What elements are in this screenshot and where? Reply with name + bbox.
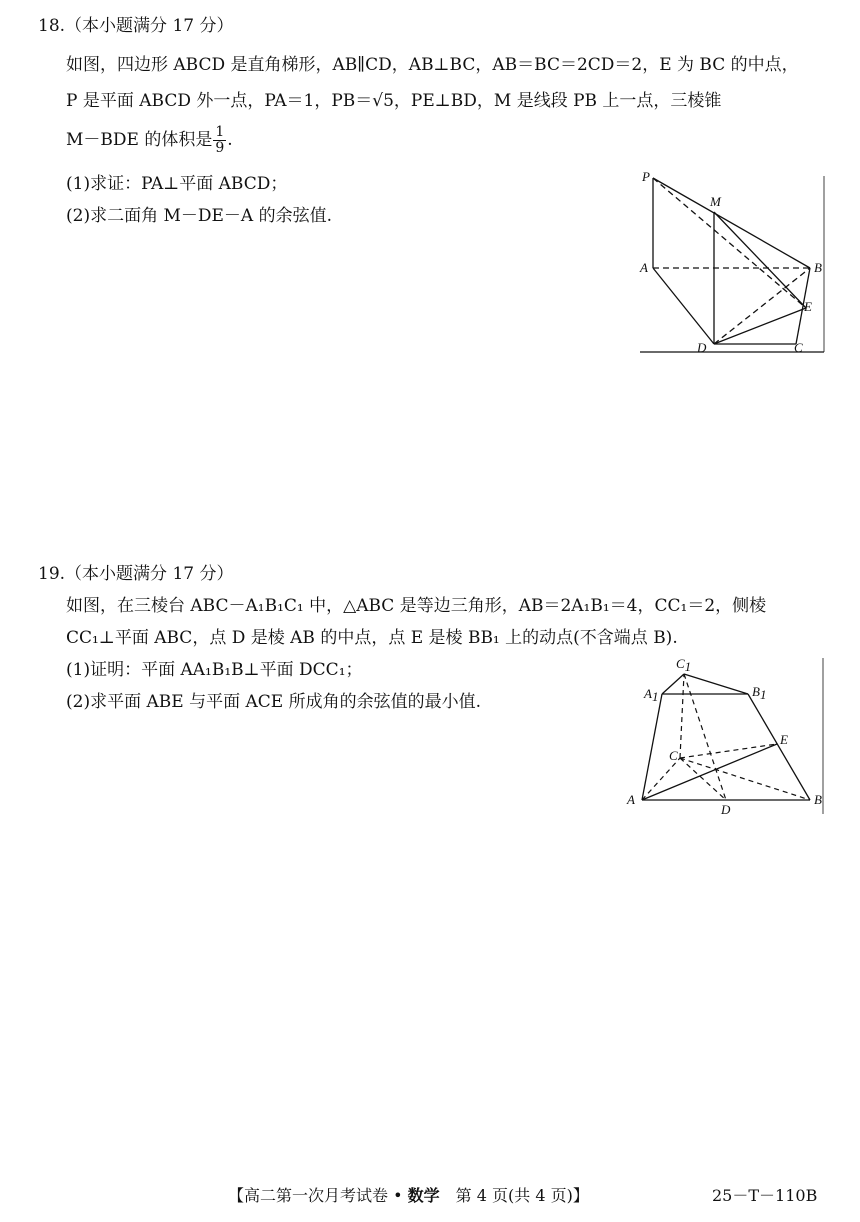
q18-line1: 如图，四边形 ABCD 是直角梯形，AB∥CD，AB⊥BC，AB＝BC＝2CD＝2，E 为 BC 的中点， (66, 55, 799, 75)
edge-BB1 (748, 694, 810, 800)
edge-C1B1 (684, 674, 748, 694)
label-C: C (794, 340, 803, 355)
label-B: B (814, 792, 822, 807)
q18-line3-post: . (227, 130, 233, 150)
label-D: D (721, 802, 731, 817)
label-B1: B1 (752, 684, 767, 702)
q18-part2: (2)求二面角 M－DE－A 的余弦值. (66, 206, 333, 226)
label-E: E (804, 299, 812, 314)
edge-DB-dashed (714, 268, 810, 344)
q19-figure (624, 654, 828, 818)
q18-line3 (66, 125, 233, 156)
q18-header: 18.（本小题满分 17 分） (38, 16, 234, 36)
edge-A1C1 (662, 674, 684, 694)
volume-fraction (213, 125, 226, 156)
q18-line3-pre: M－BDE 的体积是 (66, 130, 213, 150)
fraction-denominator: 9 (215, 140, 225, 156)
exam-code: 25－T－110B (712, 1186, 818, 1205)
label-M: M (710, 194, 721, 209)
edge-C1D-dashed (684, 674, 726, 800)
q18-part1: (1)求证：PA⊥平面 ABCD； (66, 174, 288, 194)
label-P: P (642, 169, 650, 184)
edge-PE-dashed (653, 178, 806, 308)
edge-AE (642, 744, 777, 800)
q19-part2: (2)求平面 ABE 与平面 ACE 所成角的余弦值的最小值. (66, 692, 481, 712)
footer-page: 第 4 页(共 4 页)】 (439, 1186, 589, 1205)
footer-prefix: 【高二第一次月考试卷 • (228, 1186, 408, 1205)
label-A1: A1 (644, 686, 659, 704)
page-footer (228, 1183, 589, 1206)
label-C: C (669, 748, 678, 763)
q19-part1: (1)证明：平面 AA₁B₁B⊥平面 DCC₁； (66, 660, 363, 680)
footer-subject: 数学 (407, 1186, 440, 1205)
edge-DE (714, 308, 806, 344)
q19-line2: CC₁⊥平面 ABC，点 D 是棱 AB 的中点，点 E 是棱 BB₁ 上的动点(不含端点 B). (66, 628, 678, 648)
edge-CB-dashed (680, 758, 810, 800)
q19-line1: 如图，在三棱台 ABC－A₁B₁C₁ 中，△ABC 是等边三角形，AB＝2A₁B₁＝4，CC₁＝2，侧棱 (66, 596, 767, 616)
label-D: D (697, 340, 707, 355)
edge-AD (653, 268, 714, 344)
label-A: A (640, 260, 648, 275)
edge-AA1 (642, 694, 662, 800)
edge-CC1-dashed (680, 674, 684, 758)
edge-ME (714, 212, 806, 308)
q19-header: 19.（本小题满分 17 分） (38, 564, 234, 584)
fraction-numerator: 1 (215, 124, 225, 140)
label-A: A (627, 792, 635, 807)
q18-line2: P 是平面 ABCD 外一点，PA＝1，PB＝√5，PE⊥BD，M 是线段 PB 上一点，三棱锥 (66, 91, 722, 111)
label-E: E (780, 732, 788, 747)
label-B: B (814, 260, 822, 275)
label-C1: C1 (676, 656, 692, 674)
edge-PB (653, 178, 810, 268)
edge-CE-dashed (680, 744, 777, 758)
edge-AC-dashed (642, 758, 680, 800)
q18-figure (636, 168, 826, 358)
